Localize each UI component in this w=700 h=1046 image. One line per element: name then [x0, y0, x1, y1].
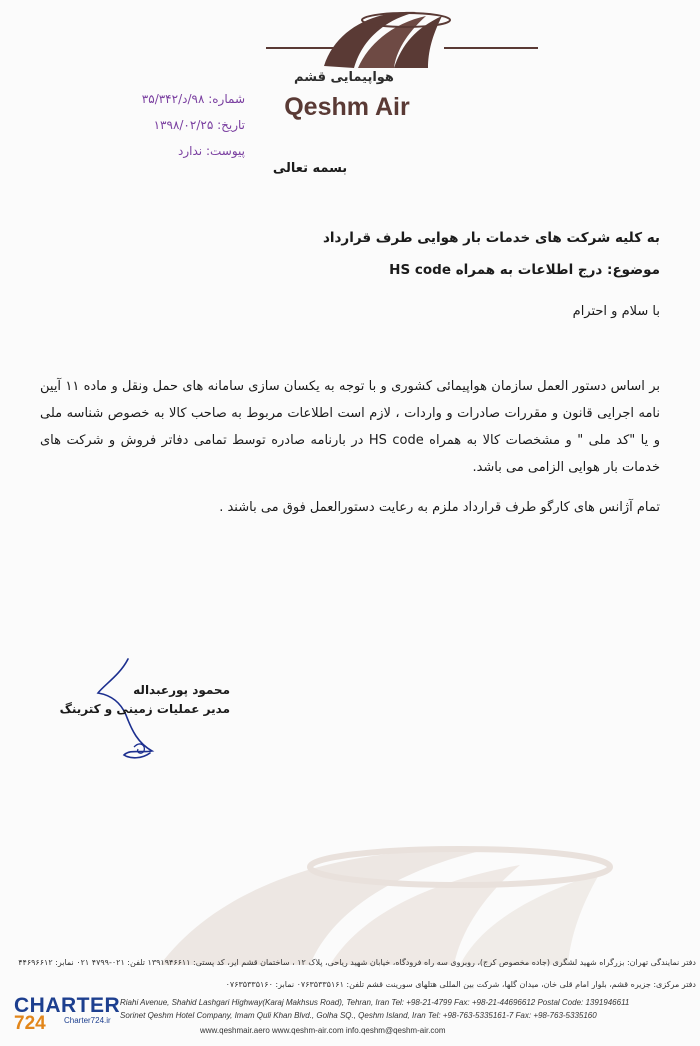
signatory-title: مدیر عملیات زمینی و کترینگ — [59, 702, 230, 716]
attachment-note: پیوست: ندارد — [178, 144, 245, 158]
footer-tehran-office: دفتر نمایندگی تهران: بزرگراه شهید لشگری (جاده مخصوص کرج)، روبروی سه راه فرودگاه، خیابان شهید ریاحی، پلاک ۱۲ ، ساختمان قشم ایر، کد پستی: ۱۳۹۱۹۴۶۶۱۱ تلفن: ۰۲۱-۴۷۹۹ ۰۲۱ نمابر: ۴۴۶۹۶۶۱۲ — [18, 958, 696, 967]
brand-name-english: Qeshm Air — [284, 93, 410, 121]
letter-addressee: به کلیه شرکت های خدمات بار هوایی طرف قرارداد — [322, 230, 660, 246]
reference-number: شماره: ۹۸/د/۳۵/۳۴۲ — [141, 92, 245, 106]
letter-body-paragraph: بر اساس دستور العمل سازمان هواپیمائی کشوری و با توجه به یکسان سازی سامانه های حمل ونقل و ماده ۱۱ آیین نامه اجرایی قانون و مقررات صادرات و واردات ، لازم است اطلاعات مربوط به صاحب کالا به خصوص شناسه ملی و یا "کد ملی " و مشخصات کالا به همراه HS code در بارنامه صادره توسط تمامی دفاتر فروش و شرکت های خدمات بار هوایی الزامی می باشد. — [40, 379, 660, 475]
footer-head-office-en: Sorinet Qeshm Hotel Company, Imam Quli Khan Blvd., Golha SQ., Qeshm Island, Iran Tel: +98-763-5335161-7 Fax: +98-763-5335160 — [120, 1011, 597, 1020]
footer-tehran-office-en: Riahi Avenue, Shahid Lashgari Highway(Karaj Makhsus Road), Tehran, Iran Tel: +98-21-4799 Fax: +98-21-44696612 Postal Code: 1391946611 — [120, 998, 630, 1007]
footer-websites: www.qeshmair.aero www.qeshm-air.com info.qeshm@qeshm-air.com — [200, 1026, 446, 1035]
reference-date: تاریخ: ۱۳۹۸/۰۲/۲۵ — [153, 118, 245, 132]
brand-name-persian: هواپیمایی قشم — [294, 70, 394, 85]
charter-logo-word: CHARTER — [14, 994, 121, 1017]
basmala-heading: بسمه تعالی — [272, 161, 348, 176]
footer-head-office: دفتر مرکزی: جزیره قشم، بلوار امام قلی خان، میدان گلها، شرکت بین المللی هتلهای سورینت قشم تلفن: ۰۷۶۳۵۳۳۵۱۶۱ نمابر: ۰۷۶۳۵۳۳۵۱۶۰ — [225, 980, 696, 989]
charter724-watermark-logo — [10, 994, 122, 1034]
logo-watermark-icon — [160, 845, 640, 965]
charter-logo-site: Charter724.ir — [64, 1016, 111, 1025]
letter-body-paragraph-2: تمام آژانس های کارگو طرف قرارداد ملزم به رعایت دستورالعمل فوق می باشند . — [219, 500, 660, 515]
letter-subject: موضوع: درج اطلاعات به همراه HS code — [389, 262, 660, 278]
charter-logo-number: 724 — [14, 1013, 46, 1034]
letter-greeting: با سلام و احترام — [572, 304, 660, 319]
signatory-name: محمود پورعبداله — [133, 683, 230, 697]
